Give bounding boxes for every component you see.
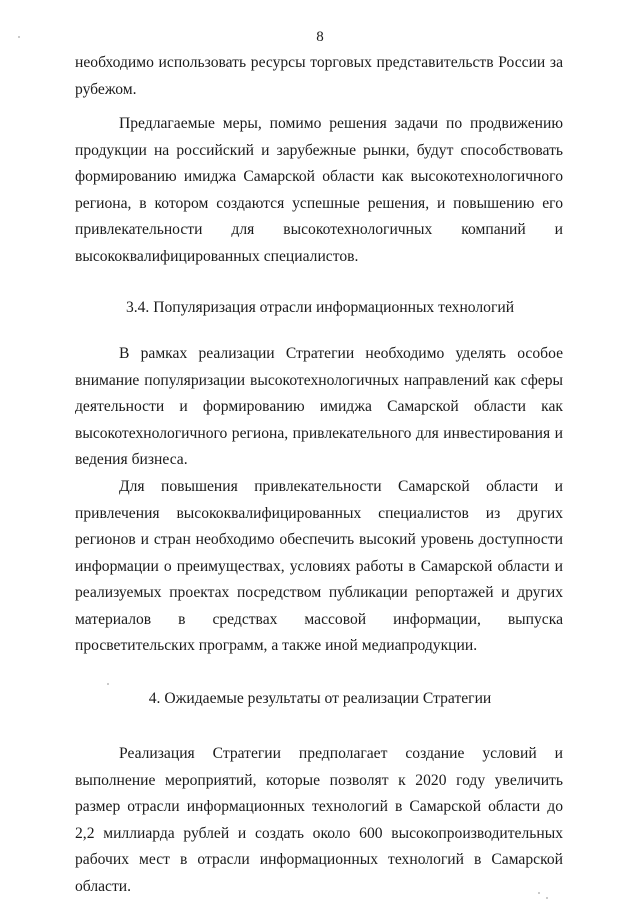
scan-speck	[107, 683, 109, 685]
scan-speck	[546, 897, 548, 899]
paragraph-expected-results: Реализация Стратегии предполагает создание условий и выполнение мероприятий, которые позволят к 2020 году увеличить размер отрасли информационных технологий в Самарской области до 2,2 миллиарда рублей и создать около 600 высокопроизводительных рабочих мест в отрасли информационных технологий в Самарской области.	[75, 745, 563, 895]
scan-speck	[18, 36, 20, 38]
paragraph-attractiveness: Для повышения привлекательности Самарской области и привлечения высококвалифицированных специалистов из других регионов и стран необходимо обеспечить высокий уровень доступности информации о преимуществах, условиях работы в Самарской области и реализуемых проектах посредством публикации репортажей и других материалов в средствах массовой информации, выпуска просветительских программ, а также иной медиапродукции.	[75, 478, 563, 654]
page-number: 8	[316, 29, 324, 45]
section-heading-4: 4. Ожидаемые результаты от реализации Стратегии	[148, 690, 492, 707]
section-heading-3-4: 3.4. Популяризация отрасли информационных технологий	[125, 299, 515, 316]
paragraph-trade-representations: необходимо использовать ресурсы торговых представительств России за рубежом.	[75, 54, 563, 98]
scan-speck	[538, 892, 540, 894]
paragraph-strategy-popularization: В рамках реализации Стратегии необходимо уделять особое внимание популяризации высокотехнологичных направлений как сферы деятельности и формированию имиджа Самарской области как высокотехнологичного региона, привлекательного для инвестирования и ведения бизнеса.	[75, 345, 563, 468]
paragraph-proposed-measures: Предлагаемые меры, помимо решения задачи по продвижению продукции на российский и зарубежные рынки, будут способствовать формированию имиджа Самарской области как высокотехнологичного региона, в котором создаются успешные решения, и повышению его привлекательности для высокотехнологичных компаний и высококвалифицированных специалистов.	[75, 115, 563, 265]
